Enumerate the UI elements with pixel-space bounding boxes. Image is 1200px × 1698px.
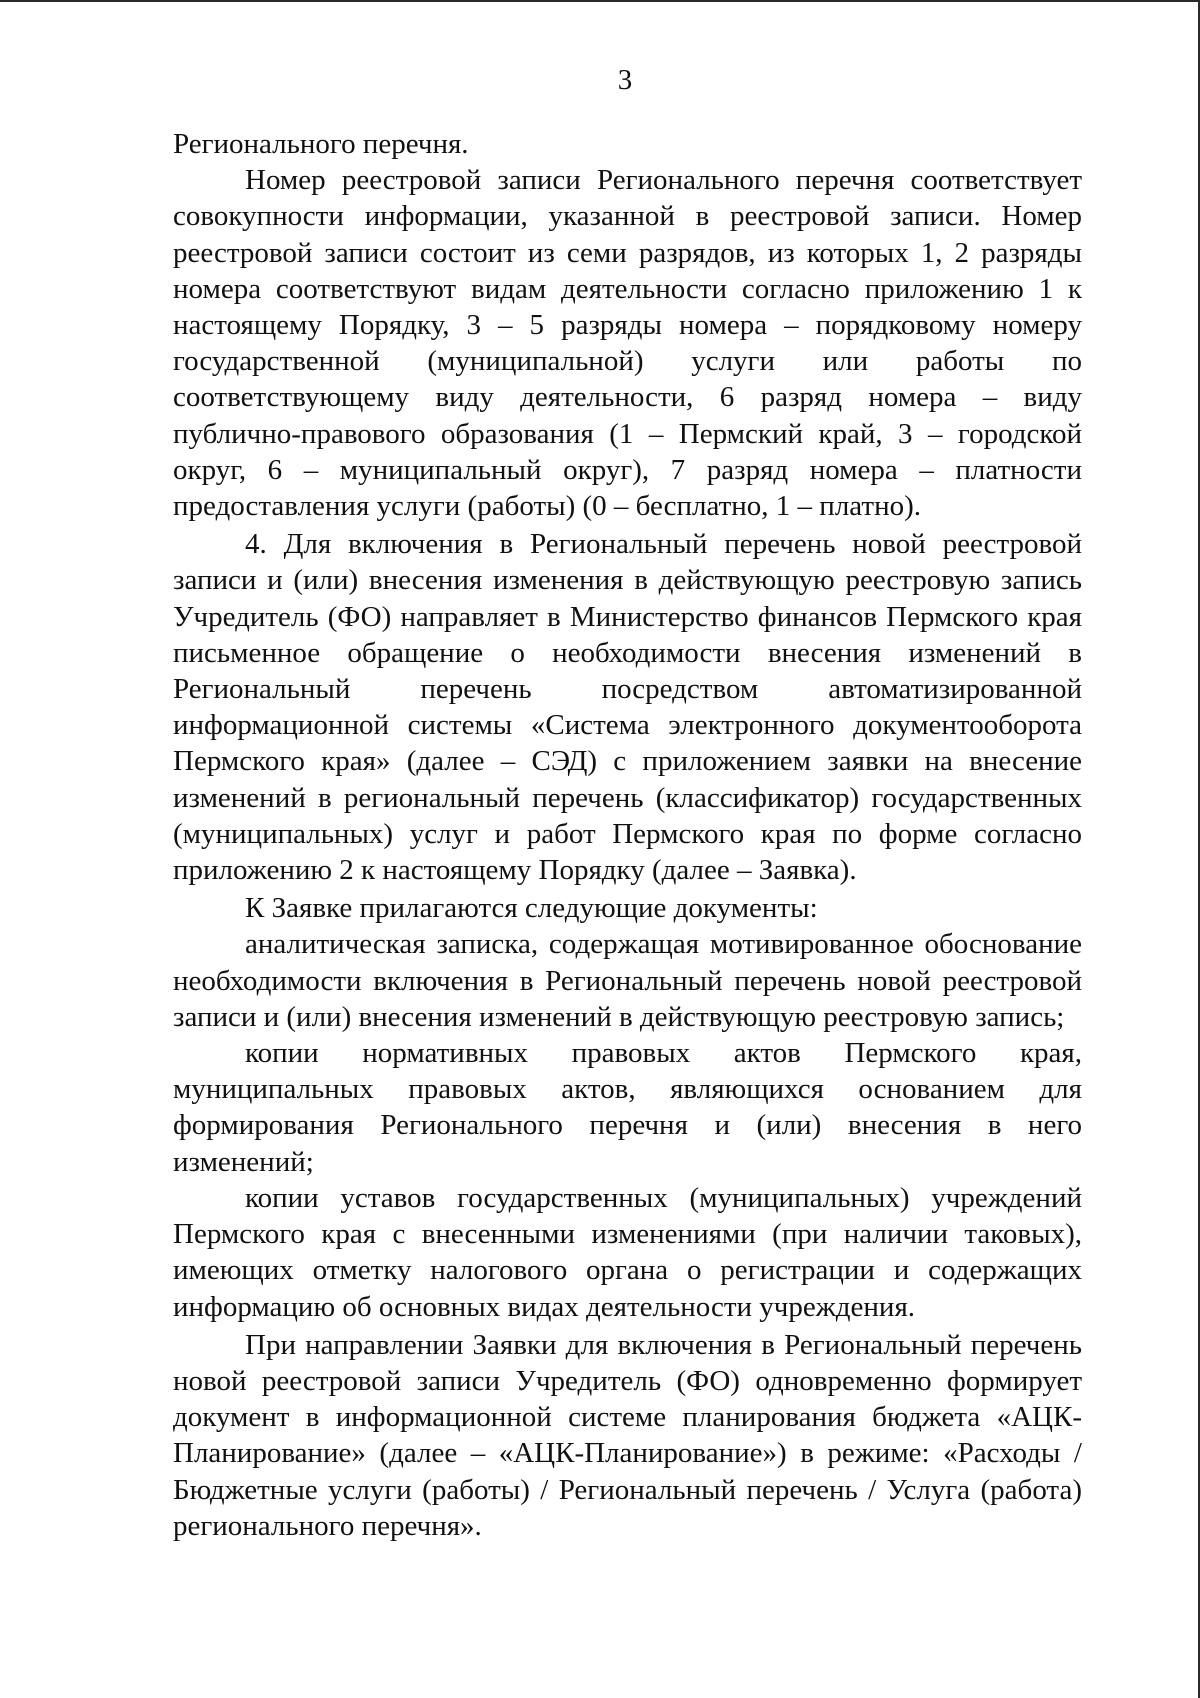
paragraph-continuation: Регионального перечня. bbox=[173, 128, 469, 160]
paragraph-registry-number: Номер реестровой записи Регионального перечня соответствует совокупности информации, указанной в реестровой записи. Номер реестровой записи состоит из семи разрядов, из которых 1, 2 разряды номера соответствуют видам деятельности согласно приложению 1 к настоящему Порядку, 3 – 5 разряды номера – порядковому номеру государственной (муниципальной) услуги или работы по соответствующему виду деятельности, 6 разряд номера – виду публично-правового образования (1 – Пермский край, 3 – городской округ, 6 – муниципальный округ), 7 разряд номера – платности предоставления услуги (работы) (0 – бесплатно, 1 – платно). bbox=[173, 164, 1082, 523]
paragraph-clause-4: 4. Для включения в Региональный перечень новой реестровой записи и (или) внесения изменения в действующую реестровую запись Учредитель (ФО) направляет в Министерство финансов Пермского края письменное обращение о необходимости внесения изменений в Региональный перечень посредством автоматизированной информационной системы «Система электронного документооборота Пермского края» (далее – СЭД) с приложением заявки на внесение изменений в региональный перечень (классификатор) государственных (муниципальных) услуг и работ Пермского края по форме согласно приложению 2 к настоящему Порядку (далее – Заявка). bbox=[173, 528, 1082, 887]
document-body bbox=[173, 126, 1082, 1544]
paragraph-legal-acts: копии нормативных правовых актов Пермского края, муниципальных правовых актов, являющихся основанием для формирования Регионального перечня и (или) внесения в него изменений; bbox=[173, 1037, 1082, 1178]
paragraph-acc-planning: При направлении Заявки для включения в Региональный перечень новой реестровой записи Учредитель (ФО) одновременно формирует документ в информационной системе планирования бюджета «АЦК-Планирование» (далее – «АЦК-Планирование») в режиме: «Расходы / Бюджетные услуги (работы) / Региональный перечень / Услуга (работа) регионального перечня». bbox=[173, 1328, 1082, 1542]
page-number: 3 bbox=[617, 64, 633, 96]
paragraph-attachments-intro: К Заявке прилагаются следующие документы: bbox=[245, 892, 818, 925]
paragraph-analytical-note: аналитическая записка, содержащая мотивированное обоснование необходимости включения в Региональный перечень новой реестровой записи и (или) внесения изменений в действующую реестровую запись; bbox=[173, 928, 1082, 1033]
paragraph-charters: копии уставов государственных (муниципальных) учреждений Пермского края с внесенными изменениями (при наличии таковых), имеющих отметку налогового органа о регистрации и содержащих информацию об основных видах деятельности учреждения. bbox=[173, 1181, 1082, 1323]
